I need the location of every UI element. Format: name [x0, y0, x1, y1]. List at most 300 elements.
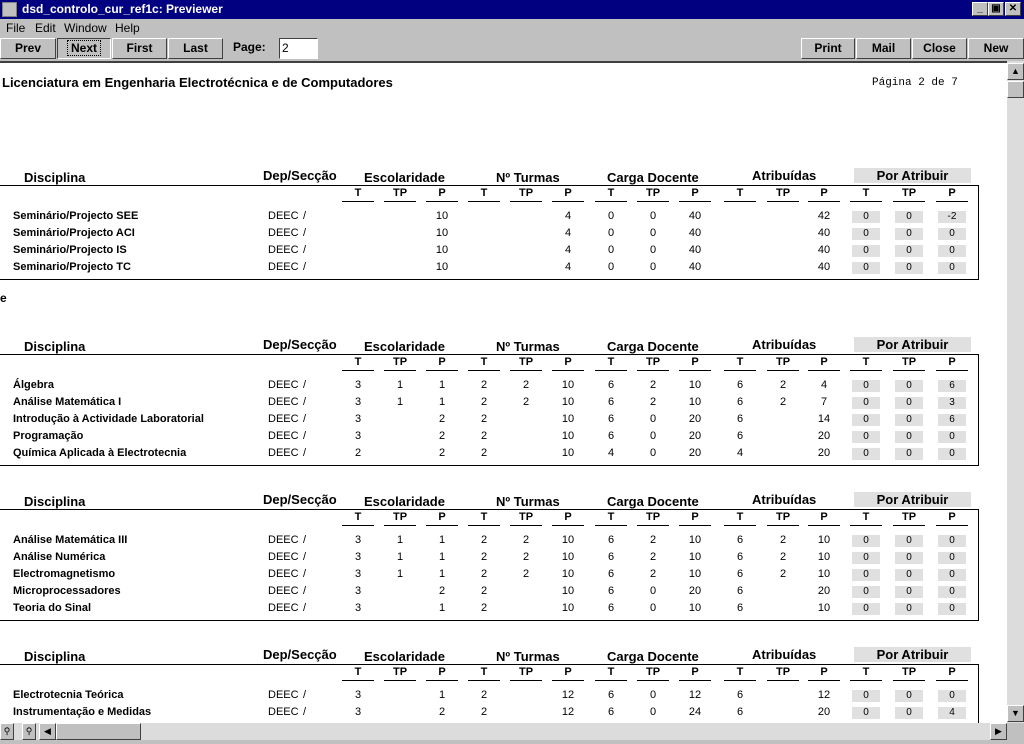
discipline-name: Electromagnetismo: [13, 568, 116, 580]
header-disciplina: Disciplina: [24, 339, 86, 354]
value-cell: 2: [480, 430, 488, 442]
value-cell: 10: [435, 210, 449, 222]
value-cell: 10: [561, 551, 575, 563]
value-cell: 6: [607, 413, 615, 425]
menu-window[interactable]: Window: [64, 21, 107, 35]
table-row: [0, 600, 979, 617]
value-cell: 6: [607, 430, 615, 442]
subheader: P: [429, 356, 455, 368]
por-atribuir-cell: 0: [852, 552, 880, 564]
subheader: TP: [770, 356, 796, 368]
section-slash: /: [303, 585, 307, 597]
value-cell: 0: [649, 602, 657, 614]
value-cell: 10: [817, 534, 831, 546]
value-cell: 10: [435, 261, 449, 273]
por-atribuir-cell: 0: [852, 690, 880, 702]
por-atribuir-cell: 0: [938, 245, 966, 257]
subheader: P: [811, 356, 837, 368]
subheader: TP: [387, 666, 413, 678]
header-atribuidas: Atribuídas: [752, 168, 817, 183]
value-cell: 2: [480, 396, 488, 408]
subheader: P: [811, 666, 837, 678]
window-title: dsd_controlo_cur_ref1c: Previewer: [22, 2, 223, 16]
subheader: T: [345, 187, 371, 199]
subheader: T: [853, 356, 879, 368]
value-cell: 40: [688, 210, 702, 222]
value-cell: 10: [561, 413, 575, 425]
por-atribuir-cell: 0: [938, 569, 966, 581]
value-cell: 6: [607, 534, 615, 546]
value-cell: 6: [607, 706, 615, 718]
subheader: P: [811, 511, 837, 523]
value-cell: 2: [480, 534, 488, 546]
table-row: [0, 532, 979, 549]
page-input[interactable]: 2: [279, 38, 318, 59]
por-atribuir-cell: 0: [938, 228, 966, 240]
department: DEEC: [268, 244, 299, 256]
value-cell: 10: [435, 227, 449, 239]
last-button[interactable]: Last: [168, 38, 223, 59]
section-slash: /: [303, 396, 307, 408]
section-slash: /: [303, 447, 307, 459]
status-bar: [0, 740, 1024, 744]
por-atribuir-cell: 0: [895, 211, 923, 223]
value-cell: 6: [736, 379, 744, 391]
subheader: P: [682, 356, 708, 368]
table-row: [0, 259, 979, 276]
value-cell: 4: [564, 227, 572, 239]
value-cell: 2: [649, 551, 657, 563]
por-atribuir-cell: 0: [938, 586, 966, 598]
value-cell: 6: [736, 706, 744, 718]
header-disciplina: Disciplina: [24, 494, 86, 509]
por-atribuir-cell: 0: [938, 535, 966, 547]
header-dep: Dep/Secção: [263, 647, 337, 662]
subheader: P: [939, 356, 965, 368]
page-label: Page:: [233, 40, 266, 54]
scroll-up-icon[interactable]: ▲: [1007, 63, 1024, 80]
value-cell: 2: [480, 568, 488, 580]
value-cell: 6: [607, 396, 615, 408]
value-cell: 3: [354, 396, 362, 408]
value-cell: 3: [354, 568, 362, 580]
value-cell: 10: [688, 534, 702, 546]
horizontal-scrollbar[interactable]: [0, 723, 1007, 740]
subheader: T: [598, 666, 624, 678]
department: DEEC: [268, 551, 299, 563]
value-cell: 6: [607, 551, 615, 563]
value-cell: 6: [736, 534, 744, 546]
value-cell: 0: [649, 261, 657, 273]
value-cell: 10: [561, 447, 575, 459]
header-escolaridade: Escolaridade: [364, 170, 445, 185]
value-cell: 1: [438, 396, 446, 408]
value-cell: 2: [438, 706, 446, 718]
value-cell: 1: [438, 379, 446, 391]
value-cell: 0: [649, 706, 657, 718]
value-cell: 4: [564, 244, 572, 256]
subheader: P: [555, 356, 581, 368]
value-cell: 0: [649, 413, 657, 425]
value-cell: 0: [607, 210, 615, 222]
next-button-label: Next: [67, 40, 101, 56]
value-cell: 6: [736, 689, 744, 701]
discipline-name: Programação: [13, 430, 84, 442]
por-atribuir-cell: 0: [895, 586, 923, 598]
value-cell: 40: [817, 227, 831, 239]
value-cell: 3: [354, 706, 362, 718]
subheader: TP: [387, 187, 413, 199]
value-cell: 20: [688, 447, 702, 459]
value-cell: 1: [396, 551, 404, 563]
minimize-button[interactable]: _: [972, 2, 988, 16]
app-icon: [2, 2, 17, 17]
por-atribuir-cell: 6: [938, 414, 966, 426]
value-cell: 2: [480, 602, 488, 614]
value-cell: 2: [438, 413, 446, 425]
header-atribuidas: Atribuídas: [752, 337, 817, 352]
menu-help[interactable]: Help: [115, 21, 140, 35]
subheader: P: [429, 666, 455, 678]
subheader: T: [853, 666, 879, 678]
zoom-out-icon[interactable]: ⚲: [22, 723, 36, 740]
por-atribuir-cell: 0: [852, 262, 880, 274]
section-slash: /: [303, 706, 307, 718]
value-cell: 10: [688, 551, 702, 563]
subheader: P: [555, 511, 581, 523]
value-cell: 0: [649, 585, 657, 597]
next-button[interactable]: [57, 38, 111, 59]
value-cell: 4: [736, 447, 744, 459]
value-cell: 10: [561, 568, 575, 580]
value-cell: 1: [438, 534, 446, 546]
value-cell: 6: [736, 430, 744, 442]
value-cell: 0: [649, 227, 657, 239]
por-atribuir-cell: 0: [895, 431, 923, 443]
value-cell: 3: [354, 585, 362, 597]
value-cell: 24: [688, 706, 702, 718]
value-cell: 2: [438, 447, 446, 459]
hscroll-thumb[interactable]: [56, 723, 141, 740]
value-cell: 3: [354, 534, 362, 546]
subheader: P: [555, 666, 581, 678]
scroll-right-icon[interactable]: ▶: [990, 723, 1007, 740]
por-atribuir-cell: 0: [938, 262, 966, 274]
value-cell: 10: [688, 379, 702, 391]
value-cell: 2: [480, 551, 488, 563]
value-cell: 2: [779, 534, 787, 546]
por-atribuir-cell: 0: [852, 586, 880, 598]
report-viewport: [0, 61, 1007, 723]
header-escolaridade: Escolaridade: [364, 339, 445, 354]
discipline-name: Álgebra: [13, 379, 54, 391]
table-row: [0, 208, 979, 225]
value-cell: 4: [564, 210, 572, 222]
department: DEEC: [268, 413, 299, 425]
page-info: Página 2 de 7: [872, 77, 958, 89]
subheader: P: [811, 187, 837, 199]
subheader: TP: [640, 187, 666, 199]
value-cell: 6: [736, 396, 744, 408]
header-turmas: Nº Turmas: [496, 649, 560, 664]
value-cell: 10: [561, 602, 575, 614]
value-cell: 20: [688, 413, 702, 425]
value-cell: 6: [736, 551, 744, 563]
department: DEEC: [268, 210, 299, 222]
toolbar: [0, 38, 1024, 60]
zoom-in-icon[interactable]: ⚲: [0, 723, 14, 740]
subheader: P: [682, 511, 708, 523]
value-cell: 4: [607, 447, 615, 459]
value-cell: 2: [779, 379, 787, 391]
header-disciplina: Disciplina: [24, 170, 86, 185]
discipline-name: Microprocessadores: [13, 585, 121, 597]
department: DEEC: [268, 689, 299, 701]
new-button[interactable]: New: [968, 38, 1024, 59]
value-cell: 10: [688, 396, 702, 408]
por-atribuir-cell: 0: [895, 245, 923, 257]
por-atribuir-cell: 0: [938, 448, 966, 460]
close-button[interactable]: Close: [912, 38, 967, 59]
value-cell: 2: [480, 413, 488, 425]
value-cell: 20: [817, 447, 831, 459]
subheader: P: [939, 187, 965, 199]
value-cell: 6: [736, 413, 744, 425]
value-cell: 10: [817, 602, 831, 614]
value-cell: 2: [522, 534, 530, 546]
subheader: TP: [770, 511, 796, 523]
value-cell: 6: [607, 602, 615, 614]
department: DEEC: [268, 379, 299, 391]
header-turmas: Nº Turmas: [496, 339, 560, 354]
value-cell: 12: [817, 689, 831, 701]
value-cell: 1: [438, 551, 446, 563]
discipline-name: Seminário/Projecto SEE: [13, 210, 139, 222]
por-atribuir-cell: 0: [895, 397, 923, 409]
value-cell: 1: [438, 689, 446, 701]
table-row: [0, 583, 979, 600]
subheader: TP: [896, 356, 922, 368]
por-atribuir-cell: 0: [895, 552, 923, 564]
table-row: [0, 394, 979, 411]
subheader: TP: [896, 511, 922, 523]
department: DEEC: [268, 447, 299, 459]
value-cell: 2: [522, 551, 530, 563]
por-atribuir-cell: 0: [852, 603, 880, 615]
subheader: P: [682, 666, 708, 678]
value-cell: 10: [561, 534, 575, 546]
subheader: T: [853, 511, 879, 523]
subheader: T: [345, 511, 371, 523]
value-cell: 12: [561, 689, 575, 701]
por-atribuir-cell: 0: [895, 228, 923, 240]
value-cell: 0: [649, 447, 657, 459]
table-row: [0, 549, 979, 566]
por-atribuir-cell: 4: [938, 707, 966, 719]
por-atribuir-cell: 0: [852, 448, 880, 460]
subheader: T: [345, 666, 371, 678]
first-button[interactable]: First: [112, 38, 167, 59]
scroll-thumb[interactable]: [1007, 81, 1024, 98]
value-cell: 3: [354, 413, 362, 425]
value-cell: 2: [522, 379, 530, 391]
value-cell: 6: [607, 585, 615, 597]
vertical-scrollbar[interactable]: [1007, 61, 1024, 723]
por-atribuir-cell: 0: [895, 448, 923, 460]
por-atribuir-cell: 0: [938, 431, 966, 443]
value-cell: 2: [649, 568, 657, 580]
value-cell: 12: [688, 689, 702, 701]
header-carga: Carga Docente: [607, 649, 699, 664]
report-title: Licenciatura em Engenharia Electrotécnica e de Computadores: [2, 75, 393, 90]
header-por-atribuir: Por Atribuir: [854, 337, 971, 352]
value-cell: 6: [607, 689, 615, 701]
value-cell: 12: [561, 706, 575, 718]
por-atribuir-cell: 0: [895, 569, 923, 581]
value-cell: 10: [561, 379, 575, 391]
section-slash: /: [303, 430, 307, 442]
value-cell: 4: [564, 261, 572, 273]
value-cell: 2: [779, 568, 787, 580]
department: DEEC: [268, 227, 299, 239]
header-dep: Dep/Secção: [263, 492, 337, 507]
subheader: P: [555, 187, 581, 199]
cutoff-text: e: [0, 291, 7, 305]
value-cell: 0: [649, 210, 657, 222]
header-dep: Dep/Secção: [263, 337, 337, 352]
por-atribuir-cell: 0: [938, 603, 966, 615]
por-atribuir-cell: 0: [895, 707, 923, 719]
discipline-name: Análise Numérica: [13, 551, 106, 563]
discipline-name: Seminário/Projecto IS: [13, 244, 127, 256]
scroll-down-icon[interactable]: ▼: [1007, 705, 1024, 722]
header-atribuidas: Atribuídas: [752, 492, 817, 507]
discipline-name: Química Aplicada à Electrotecnia: [13, 447, 187, 459]
por-atribuir-cell: -2: [938, 211, 966, 223]
value-cell: 20: [817, 585, 831, 597]
print-button[interactable]: Print: [801, 38, 855, 59]
por-atribuir-cell: 0: [895, 380, 923, 392]
menu-edit[interactable]: Edit: [35, 21, 56, 35]
por-atribuir-cell: 0: [852, 431, 880, 443]
table-row: [0, 377, 979, 394]
department: DEEC: [268, 430, 299, 442]
value-cell: 20: [817, 706, 831, 718]
value-cell: 2: [779, 551, 787, 563]
value-cell: 40: [817, 261, 831, 273]
value-cell: 2: [480, 379, 488, 391]
subheader: P: [939, 511, 965, 523]
section-slash: /: [303, 210, 307, 222]
department: DEEC: [268, 261, 299, 273]
section-slash: /: [303, 689, 307, 701]
value-cell: 2: [480, 447, 488, 459]
subheader: TP: [770, 666, 796, 678]
value-cell: 1: [396, 396, 404, 408]
value-cell: 0: [607, 227, 615, 239]
por-atribuir-cell: 0: [895, 535, 923, 547]
value-cell: 2: [649, 379, 657, 391]
prev-button[interactable]: Prev: [0, 38, 56, 59]
section-slash: /: [303, 534, 307, 546]
subheader: T: [471, 187, 497, 199]
value-cell: 6: [736, 602, 744, 614]
maximize-button[interactable]: ▣: [988, 2, 1004, 16]
por-atribuir-cell: 0: [852, 707, 880, 719]
scroll-left-icon[interactable]: ◀: [39, 723, 56, 740]
header-carga: Carga Docente: [607, 339, 699, 354]
value-cell: 2: [480, 706, 488, 718]
value-cell: 0: [649, 430, 657, 442]
table-row: [0, 566, 979, 583]
value-cell: 2: [649, 534, 657, 546]
header-escolaridade: Escolaridade: [364, 649, 445, 664]
subheader: T: [727, 511, 753, 523]
subheader: T: [345, 356, 371, 368]
subheader: P: [682, 187, 708, 199]
subheader: T: [853, 187, 879, 199]
header-turmas: Nº Turmas: [496, 494, 560, 509]
value-cell: 0: [649, 689, 657, 701]
por-atribuir-cell: 0: [895, 603, 923, 615]
discipline-name: Análise Matemática I: [13, 396, 122, 408]
value-cell: 0: [649, 244, 657, 256]
section-slash: /: [303, 379, 307, 391]
value-cell: 3: [354, 689, 362, 701]
section-slash: /: [303, 227, 307, 239]
discipline-name: Análise Matemática III: [13, 534, 128, 546]
table-row: [0, 428, 979, 445]
por-atribuir-cell: 0: [852, 397, 880, 409]
value-cell: 40: [688, 227, 702, 239]
menu-file[interactable]: File: [6, 21, 26, 35]
subheader: T: [471, 356, 497, 368]
por-atribuir-cell: 3: [938, 397, 966, 409]
value-cell: 7: [820, 396, 828, 408]
subheader: TP: [640, 356, 666, 368]
subheader: T: [727, 666, 753, 678]
discipline-name: Electrotecnia Teórica: [13, 689, 124, 701]
close-window-button[interactable]: ✕: [1005, 2, 1021, 16]
por-atribuir-cell: 0: [852, 414, 880, 426]
subheader: TP: [896, 187, 922, 199]
header-carga: Carga Docente: [607, 170, 699, 185]
por-atribuir-cell: 0: [852, 569, 880, 581]
por-atribuir-cell: 0: [852, 380, 880, 392]
value-cell: 2: [649, 396, 657, 408]
table-row: [0, 687, 979, 704]
por-atribuir-cell: 0: [852, 245, 880, 257]
value-cell: 6: [736, 568, 744, 580]
value-cell: 10: [688, 602, 702, 614]
value-cell: 20: [688, 585, 702, 597]
value-cell: 6: [736, 585, 744, 597]
value-cell: 6: [607, 568, 615, 580]
value-cell: 20: [817, 430, 831, 442]
subheader: P: [939, 666, 965, 678]
value-cell: 10: [561, 396, 575, 408]
value-cell: 10: [688, 568, 702, 580]
table-row: [0, 704, 979, 721]
subheader: TP: [896, 666, 922, 678]
value-cell: 4: [820, 379, 828, 391]
value-cell: 2: [438, 585, 446, 597]
subheader: T: [598, 511, 624, 523]
header-por-atribuir: Por Atribuir: [854, 492, 971, 507]
department: DEEC: [268, 534, 299, 546]
value-cell: 0: [607, 244, 615, 256]
mail-button[interactable]: Mail: [856, 38, 911, 59]
